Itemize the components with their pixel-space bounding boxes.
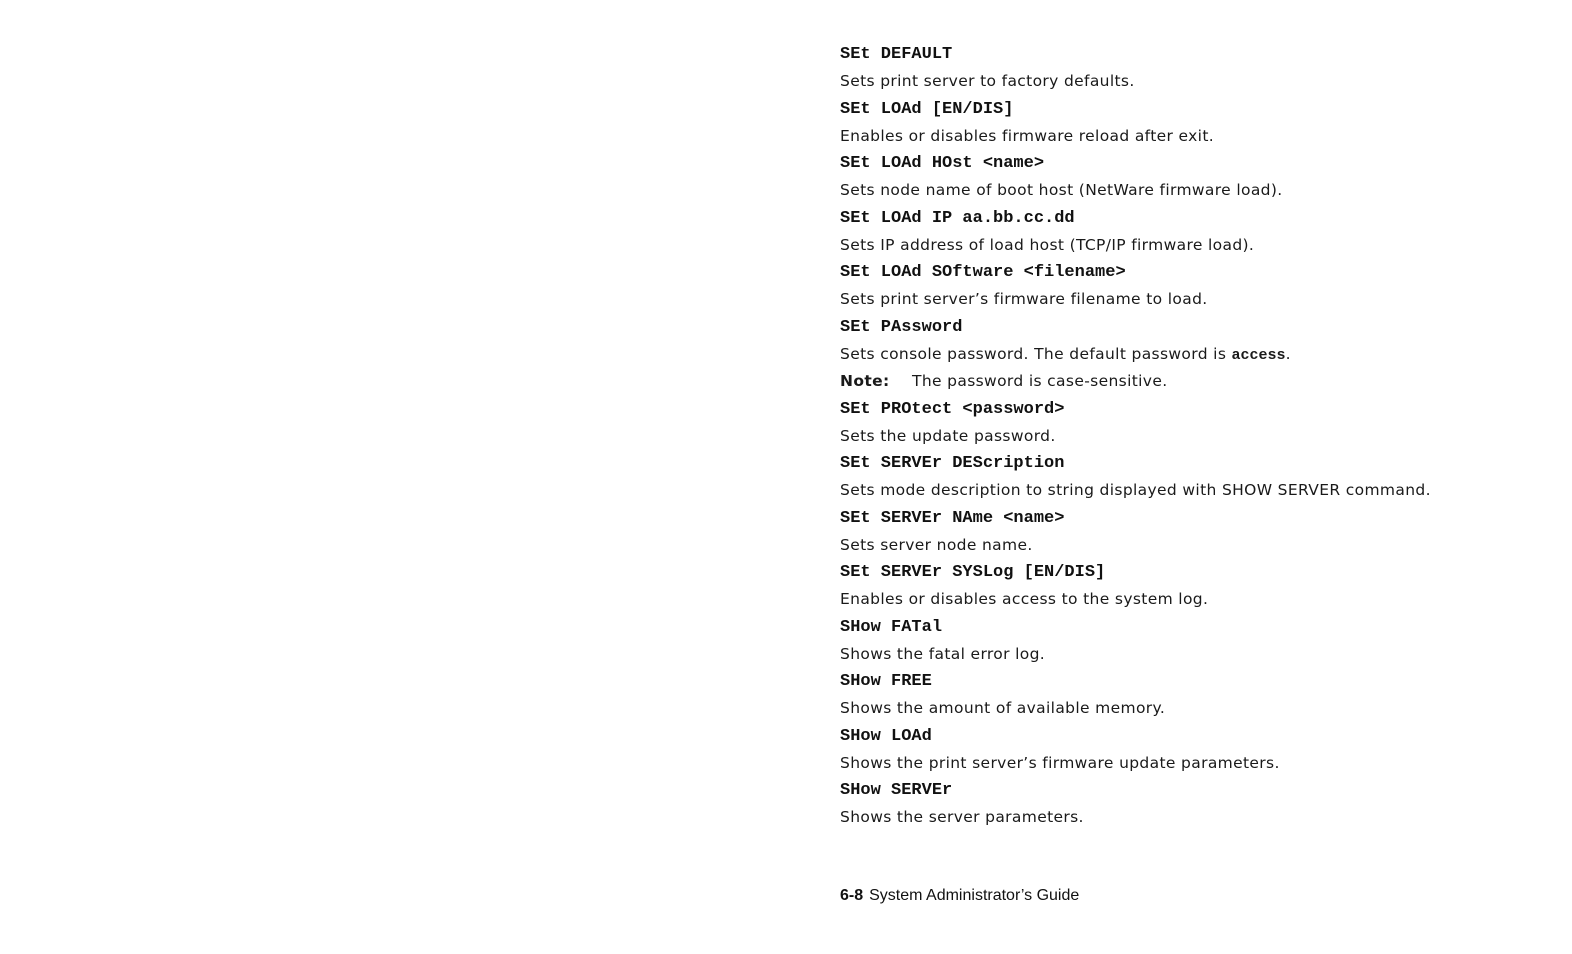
command-description: Sets IP address of load host (TCP/IP firmware load). [840, 235, 1255, 254]
command-description [840, 343, 1291, 367]
guide-title: System Administrator’s Guide [869, 887, 1080, 904]
command-description: Shows the server parameters. [840, 808, 1084, 826]
command-syntax: SHow SERVEr [840, 781, 953, 800]
command-syntax: SEt PAssword [840, 317, 963, 337]
command-entry [840, 726, 1540, 781]
command-entry [840, 617, 1540, 672]
default-password-code: access [1231, 346, 1286, 364]
command-syntax: SHow LOAd [840, 726, 932, 746]
command-syntax: SEt LOAd HOst <name> [840, 154, 1045, 173]
command-description: Sets node name of boot host (NetWare firmware load). [840, 181, 1283, 199]
page-number: 6-8 [840, 887, 864, 904]
command-syntax: SEt PROtect <password> [840, 399, 1065, 419]
command-entry [840, 453, 1540, 508]
page-footer [840, 885, 1079, 907]
description-text: Sets console password. The default password is [840, 344, 1232, 363]
command-description: Shows the fatal error log. [840, 644, 1046, 663]
command-syntax: SEt LOAd SOftware <filename> [840, 263, 1126, 282]
command-syntax: SEt LOAd IP aa.bb.cc.dd [840, 208, 1075, 228]
command-description: Shows the amount of available memory. [840, 699, 1166, 717]
description-suffix: . [1285, 344, 1291, 363]
command-entry [840, 99, 1540, 154]
command-syntax: SHow FREE [840, 672, 932, 691]
command-syntax: SEt LOAd [EN/DIS] [840, 99, 1014, 119]
command-entry [840, 508, 1540, 563]
command-description: Sets mode description to string displayed with SHOW SERVER command. [840, 481, 1431, 499]
command-description: Sets print server’s firmware filename to load. [840, 290, 1208, 308]
command-syntax: SEt SERVEr SYSLog [EN/DIS] [840, 563, 1106, 582]
command-description: Enables or disables firmware reload after exit. [840, 126, 1215, 145]
command-entry [840, 44, 1540, 99]
command-entry [840, 262, 1540, 317]
command-description: Enables or disables access to the system log. [840, 590, 1209, 608]
note-text: The password is case-sensitive. [912, 371, 1168, 390]
command-entry [840, 208, 1540, 263]
command-syntax: SHow FATal [840, 617, 943, 637]
command-description: Sets server node name. [840, 535, 1033, 554]
command-entry [840, 671, 1540, 726]
command-syntax: SEt SERVEr NAme <name> [840, 508, 1065, 528]
command-entry [840, 399, 1540, 454]
note [840, 370, 1168, 392]
command-syntax: SEt DEFAULT [840, 45, 953, 64]
note-label: Note: [840, 371, 890, 390]
command-description: Shows the print server’s firmware update parameters. [840, 753, 1280, 772]
command-entry [840, 317, 1540, 399]
command-entry [840, 153, 1540, 208]
command-description: Sets the update password. [840, 426, 1056, 445]
command-list [840, 44, 1540, 835]
command-description: Sets print server to factory defaults. [840, 72, 1135, 90]
command-syntax: SEt SERVEr DEScription [840, 454, 1065, 473]
command-entry [840, 562, 1540, 617]
command-entry [840, 780, 1540, 835]
